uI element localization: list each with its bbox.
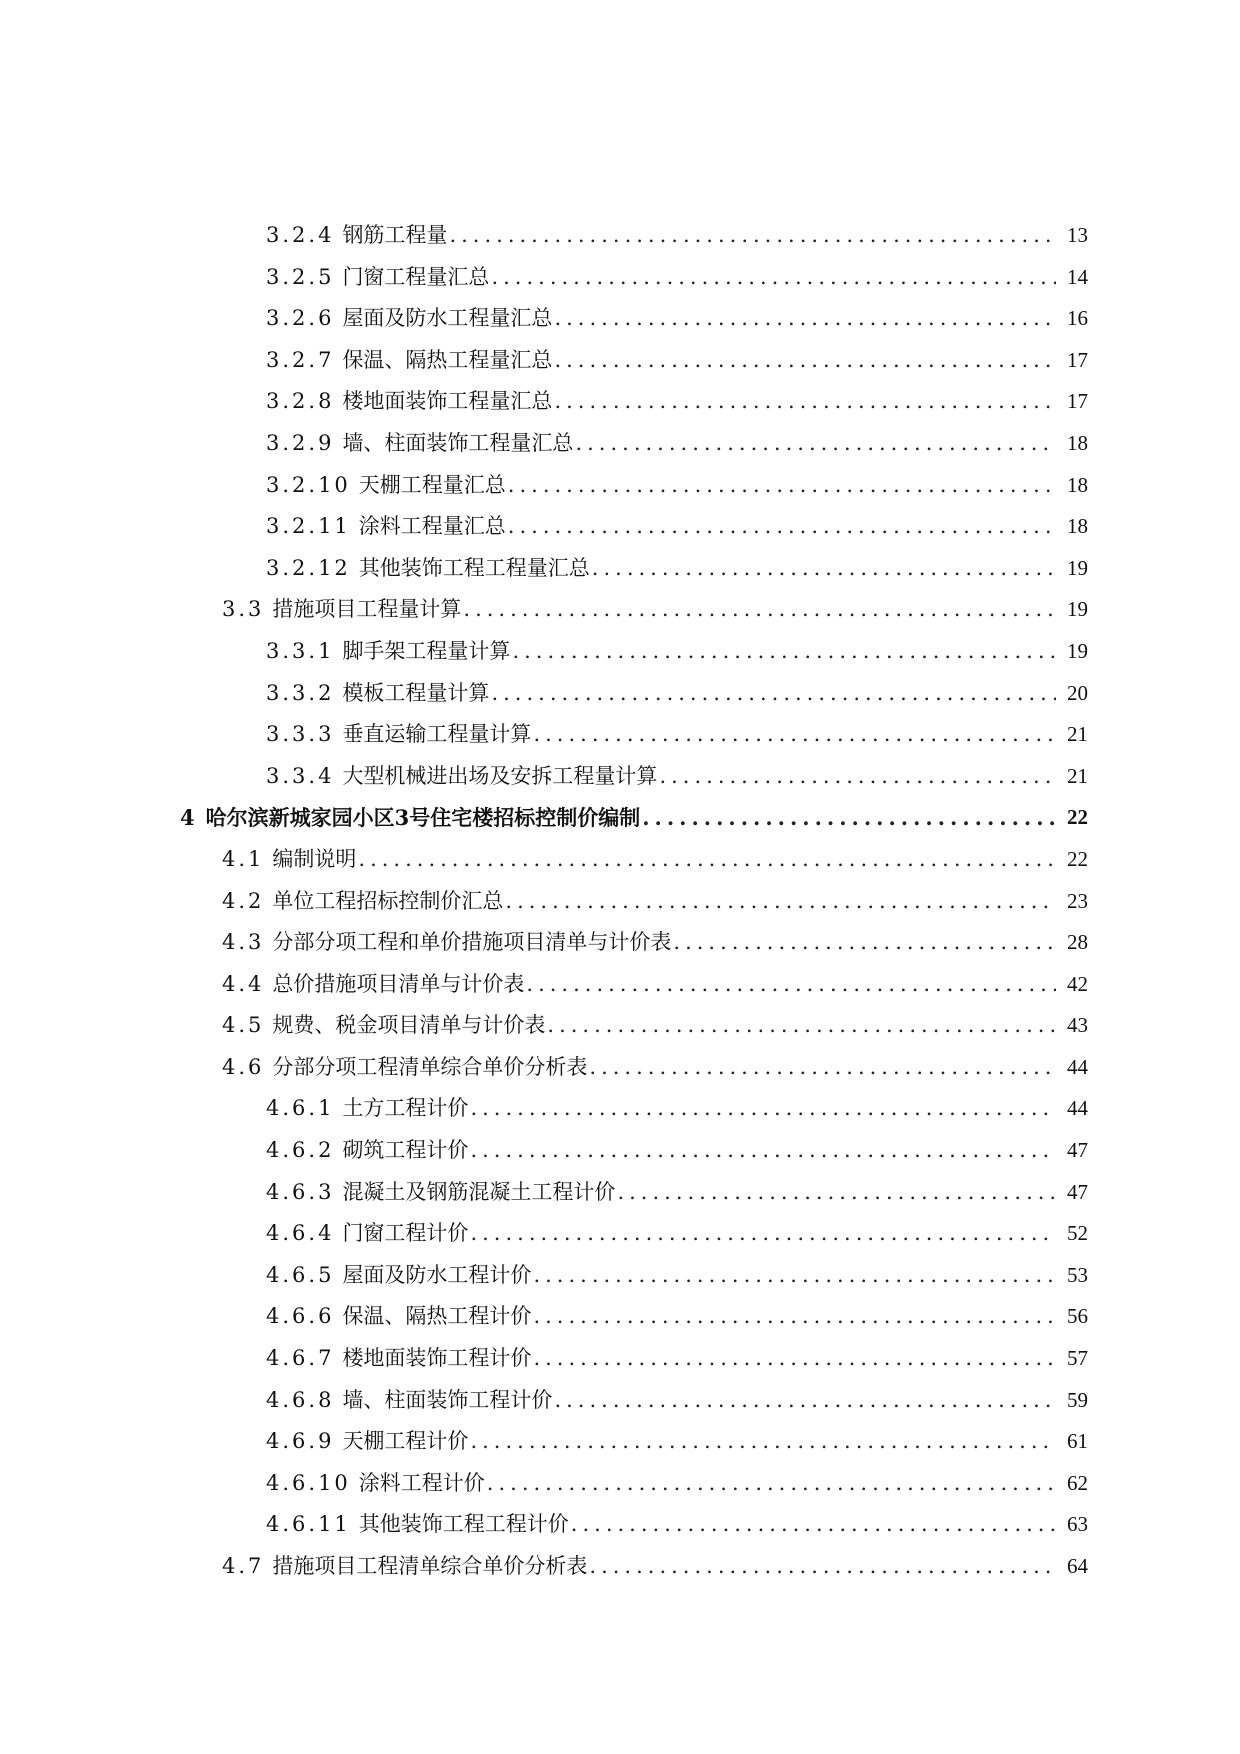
toc-entry-number: 3.2.7	[266, 347, 335, 372]
toc-dot-leader	[575, 423, 1056, 465]
toc-entry[interactable]	[0, 1463, 1240, 1505]
toc-entry-number: 4.6.4	[266, 1221, 335, 1246]
toc-entry-label	[222, 922, 671, 964]
toc-entry[interactable]	[0, 1338, 1240, 1380]
toc-entry-label	[222, 1005, 545, 1047]
toc-entry-number: 3.3.2	[266, 680, 335, 705]
toc-entry-title: 屋面及防水工程计价	[342, 1262, 532, 1287]
toc-entry-label	[266, 1255, 531, 1297]
toc-entry[interactable]	[0, 423, 1240, 465]
toc-entry-title: 脚手架工程量计算	[342, 638, 511, 663]
toc-entry-number: 3.2.5	[266, 264, 335, 289]
toc-entry-label	[180, 797, 640, 839]
toc-entry-number: 4.6.10	[266, 1470, 351, 1495]
toc-entry-label	[266, 1130, 468, 1172]
toc-entry-label	[266, 1088, 468, 1130]
toc-entry-page-number: 19	[1067, 638, 1088, 663]
toc-entry-label	[222, 1546, 587, 1588]
toc-dot-leader	[463, 589, 1056, 631]
toc-entry-title: 门窗工程量汇总	[342, 264, 490, 289]
toc-entry[interactable]	[0, 631, 1240, 673]
toc-entry[interactable]	[0, 1088, 1240, 1130]
toc-entry[interactable]	[0, 1005, 1240, 1047]
toc-entry-number: 4.6.9	[266, 1429, 335, 1454]
toc-entry-title: 墙、柱面装饰工程量汇总	[342, 430, 574, 455]
toc-entry-title: 天棚工程量汇总	[358, 472, 506, 497]
toc-entry[interactable]	[0, 1130, 1240, 1172]
toc-entry[interactable]	[0, 381, 1240, 423]
toc-entry-number: 3.2.4	[266, 223, 335, 247]
toc-dot-leader	[554, 340, 1056, 382]
toc-entry-page-number: 18	[1067, 514, 1088, 539]
toc-entry-page-number: 61	[1067, 1429, 1088, 1454]
toc-dot-leader	[571, 1504, 1056, 1546]
toc-entry-label	[266, 1338, 531, 1380]
toc-entry[interactable]	[0, 1296, 1240, 1338]
toc-dot-leader	[505, 881, 1056, 923]
toc-entry-page-number: 56	[1067, 1304, 1088, 1329]
toc-entry-title: 大型机械进出场及安拆工程量计算	[342, 763, 658, 788]
toc-dot-leader	[491, 257, 1056, 299]
toc-entry-title: 规费、税金项目清单与计价表	[272, 1013, 546, 1038]
toc-entry[interactable]	[0, 673, 1240, 715]
toc-entry-label	[222, 1047, 587, 1089]
toc-entry-number: 4.6	[222, 1054, 265, 1079]
toc-entry-page-number: 17	[1067, 389, 1088, 414]
toc-entry[interactable]	[0, 257, 1240, 299]
toc-entry-label	[266, 673, 489, 715]
toc-dot-leader	[554, 298, 1056, 340]
toc-entry-page-number: 44	[1067, 1054, 1088, 1079]
toc-entry-page-number: 47	[1067, 1179, 1088, 1204]
toc-entry-title: 哈尔滨新城家园小区3号住宅楼招标控制价编制	[205, 805, 641, 831]
toc-entry-label	[266, 548, 590, 590]
toc-dot-leader	[533, 1338, 1056, 1380]
toc-entry-label	[266, 1504, 569, 1546]
toc-dot-leader	[508, 465, 1056, 507]
toc-dot-leader	[533, 1296, 1056, 1338]
toc-entry-number: 3.2.10	[266, 472, 351, 497]
toc-entry-number: 3.3.1	[266, 638, 335, 663]
toc-entry-title: 涂料工程量汇总	[358, 514, 506, 539]
toc-entry-title: 楼地面装饰工程计价	[342, 1346, 532, 1371]
toc-entry-title: 混凝土及钢筋混凝土工程计价	[342, 1179, 616, 1204]
toc-entry[interactable]	[0, 1172, 1240, 1214]
toc-dot-leader	[554, 381, 1056, 423]
toc-entry[interactable]	[0, 839, 1240, 881]
toc-entry-page-number: 17	[1067, 347, 1088, 372]
toc-entry-number: 4.4	[222, 971, 265, 996]
toc-entry-title: 编制说明	[272, 846, 357, 871]
toc-entry-label	[222, 589, 461, 631]
toc-entry-number: 3.2.9	[266, 430, 335, 455]
toc-entry-page-number: 44	[1067, 1096, 1088, 1121]
toc-dot-leader	[470, 1130, 1056, 1172]
toc-dot-leader	[487, 1463, 1056, 1505]
toc-dot-leader	[470, 1421, 1056, 1463]
toc-entry-page-number: 19	[1067, 597, 1088, 622]
toc-entry[interactable]	[0, 589, 1240, 631]
toc-entry-label	[266, 714, 531, 756]
toc-entry-label	[266, 756, 657, 798]
toc-entry-number: 4.3	[222, 930, 265, 955]
toc-entry-title: 墙、柱面装饰工程计价	[342, 1387, 553, 1412]
toc-entry-page-number: 59	[1067, 1387, 1088, 1412]
toc-entry-title: 门窗工程计价	[342, 1221, 469, 1246]
toc-entry-number: 4.6.7	[266, 1346, 335, 1371]
toc-entry[interactable]	[0, 714, 1240, 756]
toc-entry[interactable]	[0, 964, 1240, 1006]
table-of-contents	[0, 215, 1240, 1588]
toc-entry-label	[266, 1380, 552, 1422]
toc-entry-number: 3.3.4	[266, 763, 335, 788]
toc-entry-label	[266, 1172, 615, 1214]
toc-dot-leader	[449, 215, 1056, 257]
toc-entry[interactable]	[0, 1213, 1240, 1255]
toc-entry[interactable]	[0, 1380, 1240, 1422]
toc-dot-leader	[589, 1047, 1056, 1089]
toc-entry-page-number: 18	[1067, 472, 1088, 497]
toc-entry-label	[266, 423, 573, 465]
toc-entry-label	[266, 465, 506, 507]
toc-entry[interactable]	[0, 215, 1240, 257]
toc-entry-page-number: 13	[1067, 223, 1088, 247]
toc-dot-leader	[673, 922, 1056, 964]
toc-entry-number: 4.5	[222, 1013, 265, 1038]
toc-entry-title: 其他装饰工程工程计价	[358, 1512, 569, 1537]
toc-entry-label	[266, 1421, 468, 1463]
toc-entry-title: 砌筑工程计价	[342, 1138, 469, 1163]
toc-entry-title: 保温、隔热工程计价	[342, 1304, 532, 1329]
toc-dot-leader	[470, 1088, 1056, 1130]
toc-entry[interactable]	[0, 465, 1240, 507]
toc-entry-label	[266, 506, 506, 548]
toc-dot-leader	[512, 631, 1056, 673]
toc-entry-page-number: 57	[1067, 1346, 1088, 1371]
toc-dot-leader	[358, 839, 1056, 881]
toc-entry-title: 涂料工程计价	[358, 1470, 485, 1495]
toc-entry[interactable]	[0, 1255, 1240, 1297]
toc-entry-page-number: 47	[1067, 1138, 1088, 1163]
toc-entry[interactable]	[0, 1421, 1240, 1463]
toc-entry-number: 4.6.3	[266, 1179, 335, 1204]
toc-entry-page-number: 14	[1067, 264, 1088, 289]
toc-entry[interactable]	[0, 1504, 1240, 1546]
toc-entry-page-number: 28	[1067, 930, 1088, 955]
toc-entry-number: 4	[180, 805, 198, 831]
toc-entry[interactable]	[0, 881, 1240, 923]
toc-entry-number: 4.2	[222, 888, 265, 913]
toc-entry-title: 屋面及防水工程量汇总	[342, 306, 553, 331]
toc-entry-title: 措施项目工程清单综合单价分析表	[272, 1554, 588, 1578]
toc-entry-label	[222, 964, 524, 1006]
toc-entry-page-number: 42	[1067, 971, 1088, 996]
toc-entry-label	[266, 381, 552, 423]
toc-entry-number: 4.1	[222, 846, 265, 871]
toc-entry-number: 3.2.12	[266, 555, 351, 580]
toc-entry-number: 3.2.8	[266, 389, 335, 414]
toc-entry-title: 楼地面装饰工程量汇总	[342, 389, 553, 414]
toc-entry-title: 总价措施项目清单与计价表	[272, 971, 525, 996]
toc-entry-page-number: 43	[1067, 1013, 1088, 1038]
toc-entry-label	[222, 881, 503, 923]
toc-entry-title: 分部分项工程清单综合单价分析表	[272, 1054, 588, 1079]
toc-dot-leader	[508, 506, 1056, 548]
toc-entry-title: 土方工程计价	[342, 1096, 469, 1121]
toc-dot-leader	[526, 964, 1056, 1006]
toc-entry-page-number: 63	[1067, 1512, 1088, 1537]
toc-entry-label	[266, 215, 447, 257]
toc-entry[interactable]	[0, 797, 1240, 839]
toc-entry-page-number: 18	[1067, 430, 1088, 455]
toc-entry-title: 模板工程量计算	[342, 680, 490, 705]
toc-dot-leader	[491, 673, 1056, 715]
toc-entry-page-number: 16	[1067, 306, 1088, 331]
toc-entry-label	[266, 1213, 468, 1255]
toc-entry-page-number: 19	[1067, 555, 1088, 580]
toc-entry-page-number: 20	[1067, 680, 1088, 705]
toc-dot-leader	[642, 797, 1056, 839]
toc-entry-label	[266, 298, 552, 340]
toc-entry-label	[266, 340, 552, 382]
toc-entry-number: 4.6.11	[266, 1512, 351, 1537]
toc-entry-page-number: 22	[1067, 805, 1088, 830]
toc-entry-page-number: 64	[1067, 1554, 1088, 1578]
toc-entry-number: 3.2.11	[266, 514, 351, 539]
toc-dot-leader	[547, 1005, 1056, 1047]
toc-dot-leader	[554, 1380, 1056, 1422]
toc-entry-number: 4.6.5	[266, 1262, 335, 1287]
toc-entry-title: 垂直运输工程量计算	[342, 722, 532, 747]
toc-entry-page-number: 52	[1067, 1221, 1088, 1246]
toc-entry[interactable]	[0, 340, 1240, 382]
toc-entry-label	[266, 1296, 531, 1338]
toc-entry-page-number: 62	[1067, 1470, 1088, 1495]
toc-dot-leader	[533, 714, 1056, 756]
toc-entry[interactable]	[0, 922, 1240, 964]
toc-dot-leader	[592, 548, 1056, 590]
toc-dot-leader	[617, 1172, 1056, 1214]
toc-entry[interactable]	[0, 1546, 1240, 1588]
toc-entry-number: 4.7	[222, 1554, 265, 1578]
toc-entry[interactable]	[0, 298, 1240, 340]
toc-entry[interactable]	[0, 1047, 1240, 1089]
toc-entry-page-number: 21	[1067, 763, 1088, 788]
toc-entry-title: 保温、隔热工程量汇总	[342, 347, 553, 372]
toc-dot-leader	[533, 1255, 1056, 1297]
toc-entry-page-number: 21	[1067, 722, 1088, 747]
toc-entry-title: 天棚工程计价	[342, 1429, 469, 1454]
toc-entry-number: 4.6.8	[266, 1387, 335, 1412]
toc-entry-number: 3.3.3	[266, 722, 335, 747]
toc-entry-label	[222, 839, 356, 881]
toc-entry-title: 分部分项工程和单价措施项目清单与计价表	[272, 930, 672, 955]
toc-entry-label	[266, 1463, 485, 1505]
toc-entry-title: 其他装饰工程工程量汇总	[358, 555, 590, 580]
toc-entry-title: 单位工程招标控制价汇总	[272, 888, 504, 913]
toc-entry-label	[266, 257, 489, 299]
toc-entry-number: 4.6.1	[266, 1096, 335, 1121]
toc-entry-title: 措施项目工程量计算	[272, 597, 462, 622]
toc-entry-page-number: 23	[1067, 888, 1088, 913]
toc-entry-page-number: 22	[1067, 846, 1088, 871]
toc-entry-number: 3.2.6	[266, 306, 335, 331]
toc-dot-leader	[470, 1213, 1056, 1255]
toc-entry-number: 4.6.2	[266, 1138, 335, 1163]
toc-entry[interactable]	[0, 548, 1240, 590]
toc-entry[interactable]	[0, 506, 1240, 548]
toc-entry-page-number: 53	[1067, 1262, 1088, 1287]
toc-entry-label	[266, 631, 510, 673]
toc-dot-leader	[589, 1546, 1056, 1588]
toc-dot-leader	[659, 756, 1056, 798]
toc-entry[interactable]	[0, 756, 1240, 798]
toc-entry-number: 4.6.6	[266, 1304, 335, 1329]
toc-entry-number: 3.3	[222, 597, 265, 622]
toc-entry-title: 钢筋工程量	[342, 223, 448, 247]
